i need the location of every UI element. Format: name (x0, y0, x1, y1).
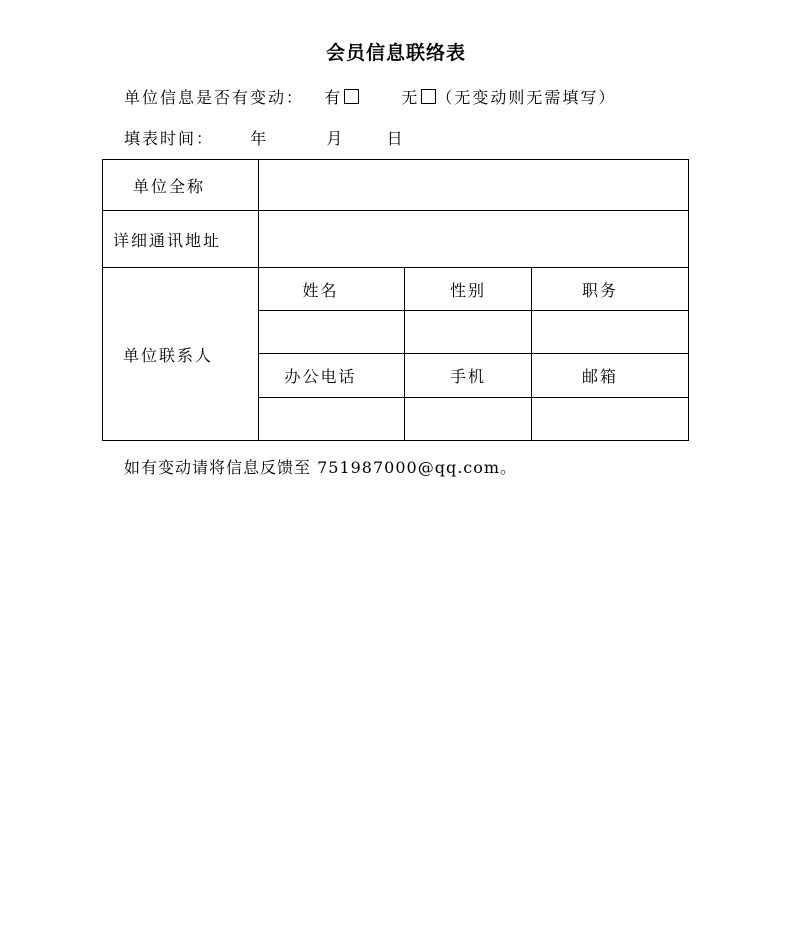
footer-note: 如有变动请将信息反馈至 751987000@qq.com。 (124, 458, 518, 477)
document-title: 会员信息联络表 (325, 42, 466, 64)
change-note: （无变动则无需填写） (436, 88, 617, 107)
mobile-field[interactable] (405, 398, 532, 441)
header-position: 职务 (532, 268, 689, 311)
unit-name-row (103, 160, 689, 211)
email-field[interactable] (532, 398, 689, 441)
option-yes-label: 有 (324, 88, 343, 107)
name-field[interactable] (259, 311, 405, 354)
office-phone-field[interactable] (259, 398, 405, 441)
unit-name-field[interactable] (259, 160, 689, 211)
address-row (103, 211, 689, 268)
contact-label: 单位联系人 (103, 268, 259, 441)
change-question-label: 单位信息是否有变动： (124, 88, 305, 107)
header-name: 姓名 (259, 268, 405, 311)
gender-field[interactable] (405, 311, 532, 354)
header-mobile: 手机 (405, 354, 532, 398)
header-email: 邮箱 (532, 354, 689, 398)
month-label: 月 (326, 129, 345, 148)
day-label: 日 (386, 129, 405, 148)
header-gender: 性别 (405, 268, 532, 311)
option-no-checkbox[interactable] (421, 89, 436, 104)
option-yes-checkbox[interactable] (344, 89, 359, 104)
change-question-line (124, 85, 616, 108)
member-info-table (102, 159, 689, 441)
contact-header-row-1 (103, 268, 689, 311)
address-label: 详细通讯地址 (103, 211, 259, 268)
year-label: 年 (250, 129, 269, 148)
fill-time-line (124, 126, 405, 149)
option-no-label: 无 (401, 88, 420, 107)
address-field[interactable] (259, 211, 689, 268)
position-field[interactable] (532, 311, 689, 354)
fill-time-label: 填表时间： (124, 129, 215, 148)
header-office-phone: 办公电话 (259, 354, 405, 398)
unit-name-label: 单位全称 (103, 160, 259, 211)
